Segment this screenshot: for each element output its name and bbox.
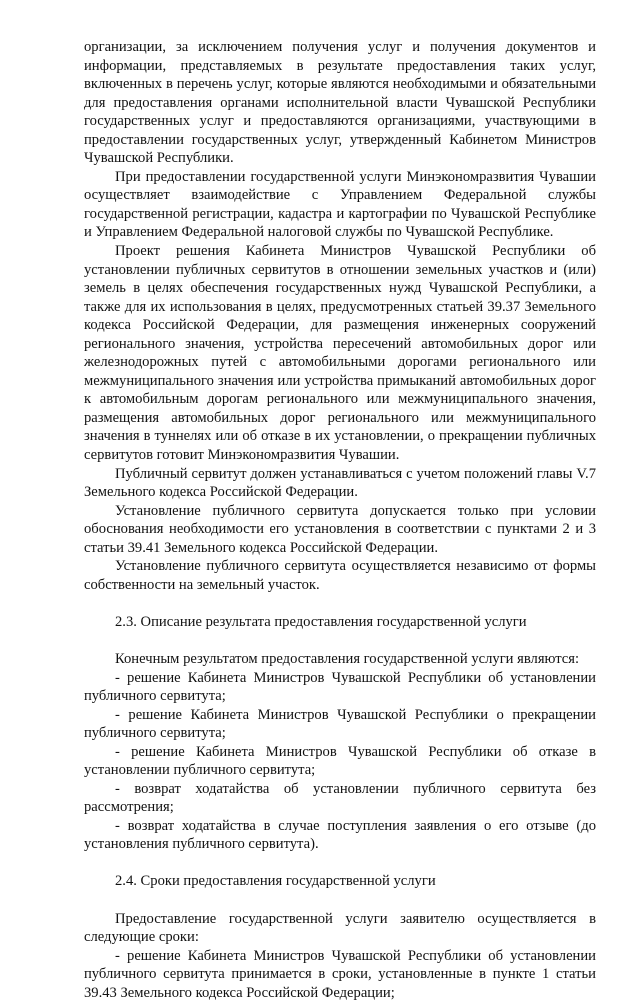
- paragraph-draft-decision: Проект решения Кабинета Министров Чувашской Республики об установлении публичных сервитутов в отношении земельных участков и (или) земель в целях обеспечения государственных нужд Чувашской Республики, а также для их использования в целях, предусмотренных статьей 39.37 Земельного кодекса Российской Федерации, для размещения инженерных сооружений регионального значения, устройства пересечений автомобильных дорог или железнодорожных путей с автомобильными дорогами регионального или межмуниципального значения или устройства примыканий автомобильных дорог к автомобильным дорогам регионального или межмуниципального значения, размещения автомобильных дорог регионального или межмуниципального значения в туннелях или об отказе в их установлении, о прекращении публичных сервитутов готовит Минэкономразвития Чувашии.: [84, 243, 596, 464]
- list-item-return-withdrawn: - возврат ходатайства в случае поступления заявления о его отзыве (до установления публичного сервитута).: [84, 817, 596, 853]
- paragraph-ownership: Установление публичного сервитута осуществляется независимо от формы собственности на земельный участок.: [84, 558, 596, 593]
- paragraph-chapter-v7: Публичный сервитут должен устанавливаться с учетом положений главы V.7 Земельного кодекса Российской Федерации.: [84, 465, 596, 501]
- list-item-refuse: - решение Кабинета Министров Чувашской Республики об отказе в установлении публичного сервитута;: [84, 743, 596, 779]
- paragraph-justification: Установление публичного сервитута допускается только при условии обоснования необходимости его установления в соответствии с пунктами 2 и 3 статьи 39.41 Земельного кодекса Российской Федерации.: [84, 502, 596, 556]
- paragraph-result-intro: Конечным результатом предоставления государственной услуги являются:: [115, 650, 580, 667]
- list-item-terms-establish: - решение Кабинета Министров Чувашской Республики об установлении публичного сервитута принимается в сроки, установленные в пункте 1 статьи 39.43 Земельного кодекса Российской Федерации;: [84, 947, 596, 1001]
- paragraph-interaction: При предоставлении государственной услуги Минэкономразвития Чувашии осуществляет взаимодействие с Управлением Федеральной службы государственной регистрации, кадастра и картографии по Чувашской Республике и Управлением Федеральной налоговой службы по Чувашской Республике.: [84, 168, 596, 241]
- list-item-return-unreviewed: - возврат ходатайства об установлении публичного сервитута без рассмотрения;: [84, 780, 596, 816]
- list-item-establish: - решение Кабинета Министров Чувашской Республики об установлении публичного сервитута;: [84, 669, 596, 705]
- list-item-terminate: - решение Кабинета Министров Чувашской Республики о прекращении публичного сервитута;: [84, 706, 596, 742]
- paragraph-organizations: организации, за исключением получения услуг и получения документов и информации, представляемых в результате предоставления таких услуг, включенных в перечень услуг, которые являются необходимыми и обязательными для предоставления органами исполнительной власти Чувашской Республики государственных услуг и предоставляются организациями, участвующими в предоставлении государственных услуг, утвержденный Кабинетом Министров Чувашской Республики.: [84, 39, 596, 167]
- section-heading-2-4: 2.4. Сроки предоставления государственной услуги: [115, 873, 436, 890]
- paragraph-terms-intro: Предоставление государственной услуги заявителю осуществляется в следующие сроки:: [84, 910, 596, 946]
- document-page: [84, 38, 596, 1002]
- section-heading-2-3: 2.3. Описание результата предоставления государственной услуги: [115, 613, 527, 630]
